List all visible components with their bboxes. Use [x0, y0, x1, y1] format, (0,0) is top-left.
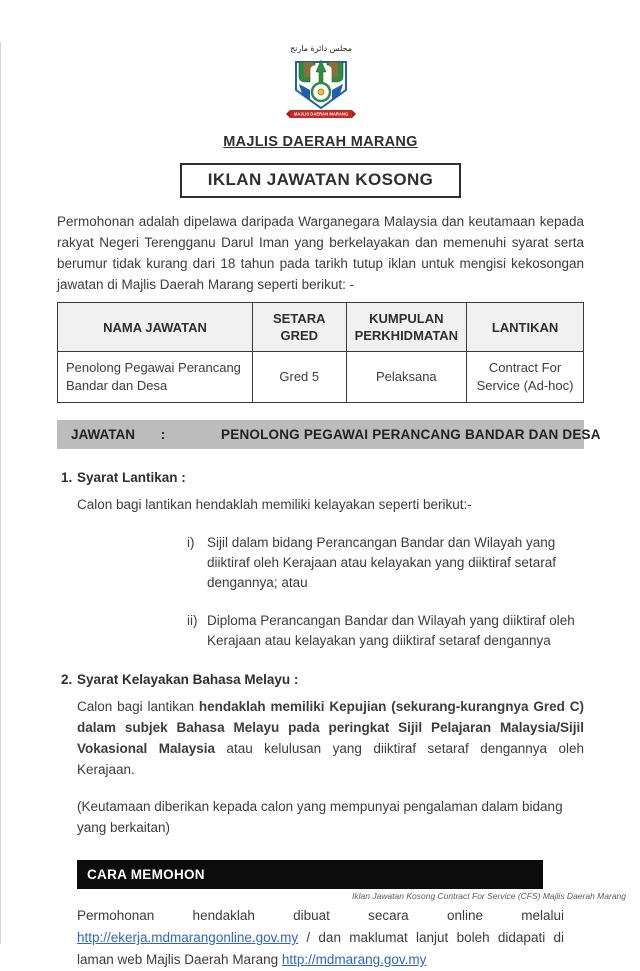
jawatan-colon: :	[160, 427, 166, 442]
apply-paragraph	[77, 905, 564, 971]
cell-lantikan: Contract For Service (Ad-hoc)	[467, 352, 584, 403]
jawatan-value: PENOLONG PEGAWAI PERANCANG BANDAR DAN DESA	[221, 427, 601, 442]
item-marker: i)	[187, 535, 195, 550]
section-2-body	[77, 696, 584, 780]
ekerja-link[interactable]: http://ekerja.mdmarangonline.gov.my	[77, 930, 299, 945]
section-1-body: Calon bagi lantikan hendaklah memiliki kelayakan seperti berikut:-	[77, 497, 472, 512]
priority-note: (Keutamaan diberikan kepada calon yang mempunyai pengalaman dalam bidang yang berkaitan)	[77, 799, 563, 835]
document-page	[0, 42, 640, 967]
item-text: Sijil dalam bidang Perancangan Bandar dan Wilayah yang diiktiraf oleh Kerajaan atau kelayakan yang diiktiraf setaraf dengannya; atau	[207, 535, 556, 590]
table-header-row	[58, 303, 584, 352]
cell-kumpulan: Pelaksana	[346, 352, 467, 403]
jawatan-title-bar	[57, 420, 601, 449]
org-title: MAJLIS DAERAH MARANG	[223, 134, 418, 150]
intro-paragraph: Permohonan adalah dipelawa daripada Warganegara Malaysia dan keutamaan kepada rakyat Negeri Terengganu Darul Iman yang berkelayakan dan memenuhi syarat serta berumur tidak kurang dari 18 tahun pada tarikh tutup iklan untuk mengisi kekosongan jawatan di Majlis Daerah Marang seperti berikut: -	[57, 214, 584, 292]
body-text-normal: Calon bagi lantikan	[77, 699, 199, 714]
cell-setara-gred: Gred 5	[252, 352, 346, 403]
svg-text:مجلس دائرة مارنج: مجلس دائرة مارنج	[289, 44, 352, 53]
logo-banner-text: MAJLIS DAERAH MARANG	[293, 111, 348, 117]
col-header-nama-jawatan: NAMA JAWATAN	[58, 303, 253, 352]
apply-text: Permohonan hendaklah dibuat secara online melalui	[77, 908, 564, 923]
requirement-item-ii	[187, 611, 583, 651]
col-header-kumpulan-perkhidmatan: KUMPULAN PERKHIDMATAN	[346, 303, 467, 352]
section-1-heading	[57, 470, 584, 485]
requirement-item-i	[187, 533, 583, 593]
vacancy-table	[57, 302, 584, 403]
page-footer-caption: Iklan Jawatan Kosong Contract For Service (CFS) Majlis Daerah Marang	[352, 891, 626, 901]
col-header-lantikan: LANTIKAN	[467, 303, 584, 352]
section-2-title: Syarat Kelayakan Bahasa Melayu :	[77, 672, 299, 687]
apply-text: / dan maklumat lanjut boleh didapati di laman web Majlis Daerah Marang	[77, 930, 564, 967]
cell-nama-jawatan: Penolong Pegawai Perancang Bandar dan Desa	[58, 352, 253, 403]
section-1-title: Syarat Lantikan :	[77, 470, 186, 485]
jawatan-label: JAWATAN	[71, 427, 135, 442]
col-header-setara-gred: SETARA GRED	[252, 303, 346, 352]
section-2-number: 2.	[61, 672, 73, 687]
section-1-number: 1.	[61, 470, 73, 485]
cara-memohon-header-bar: CARA MEMOHON	[77, 860, 543, 889]
mdmarang-link[interactable]: http://mdmarang.gov.my	[281, 952, 427, 967]
majlis-daerah-marang-crest-icon	[282, 42, 360, 122]
section-syarat-bahasa-melayu	[57, 672, 584, 838]
table-row	[58, 352, 584, 403]
body-text-bold: hendaklah memiliki Kepujian (sekurang-kurangnya Gred C) dalam subjek Bahasa Melayu pada peringkat Sijil Pelajaran Malaysia/Sijil Vokasional Malaysia	[77, 699, 584, 756]
item-text: Diploma Perancangan Bandar dan Wilayah yang diiktiraf oleh Kerajaan atau kelayakan yang diiktiraf setaraf dengannya	[207, 613, 575, 648]
section-2-heading	[57, 672, 584, 687]
item-marker: ii)	[187, 613, 198, 628]
section-syarat-lantikan	[57, 470, 584, 651]
document-title-box: IKLAN JAWATAN KOSONG	[180, 163, 462, 198]
logo-container	[57, 42, 584, 127]
body-text-normal: atau kelulusan yang diiktiraf setaraf dengannya oleh Kerajaan.	[77, 741, 584, 777]
